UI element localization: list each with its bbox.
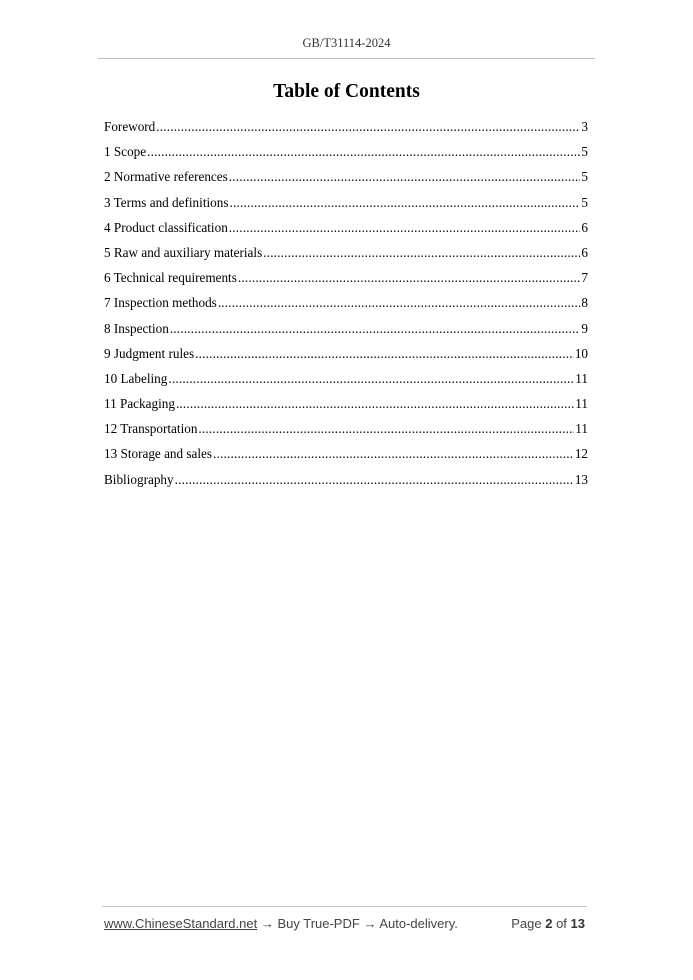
toc-entry-page: 13 bbox=[574, 471, 588, 487]
table-of-contents bbox=[104, 117, 588, 495]
current-page-number: 2 bbox=[545, 916, 553, 931]
toc-entry-page: 3 bbox=[581, 119, 588, 134]
footer-promo bbox=[104, 916, 458, 931]
toc-dot-leader bbox=[218, 293, 581, 313]
toc-dot-leader bbox=[156, 117, 580, 137]
toc-entry-label: 3 Terms and definitions bbox=[104, 194, 229, 210]
toc-entry-page: 12 bbox=[574, 446, 588, 462]
toc-entry-page: 6 bbox=[581, 244, 588, 260]
toc-entry[interactable] bbox=[104, 319, 588, 344]
toc-entry-page: 11 bbox=[575, 396, 588, 412]
toc-entry-label: 13 Storage and sales bbox=[104, 446, 213, 462]
toc-entry[interactable] bbox=[104, 470, 588, 495]
arrow-right-icon: → bbox=[260, 916, 274, 931]
toc-entry[interactable] bbox=[104, 193, 588, 218]
toc-entry-label: Foreword bbox=[104, 119, 156, 134]
toc-entry-label: 7 Inspection methods bbox=[104, 295, 217, 311]
toc-entry-label: 4 Product classification bbox=[104, 219, 228, 235]
page-word: Page bbox=[511, 916, 542, 931]
toc-entry[interactable] bbox=[104, 142, 588, 167]
document-header: GB/T31114-2024 bbox=[302, 36, 391, 50]
footer-divider bbox=[102, 906, 587, 907]
buy-true-pdf-text: Buy True-PDF bbox=[277, 916, 360, 931]
toc-entry-page: 7 bbox=[581, 270, 588, 286]
toc-dot-leader bbox=[229, 193, 580, 213]
site-link[interactable]: www.ChineseStandard.net bbox=[104, 916, 258, 931]
toc-dot-leader bbox=[170, 319, 581, 339]
toc-entry-label: Bibliography bbox=[104, 471, 174, 487]
header-divider bbox=[98, 58, 595, 59]
toc-entry[interactable] bbox=[104, 394, 588, 419]
total-pages-number: 13 bbox=[570, 916, 585, 931]
toc-entry-page: 9 bbox=[581, 320, 588, 336]
toc-dot-leader bbox=[229, 218, 581, 238]
toc-entry[interactable] bbox=[104, 344, 588, 369]
toc-dot-leader bbox=[195, 344, 574, 364]
toc-dot-leader bbox=[263, 243, 580, 263]
toc-entry-label: 1 Scope bbox=[104, 144, 147, 160]
toc-entry-page: 11 bbox=[575, 421, 588, 437]
toc-entry-page: 5 bbox=[581, 194, 588, 210]
toc-entry[interactable] bbox=[104, 218, 588, 243]
auto-delivery-text: Auto-delivery. bbox=[379, 916, 458, 931]
toc-entry-label: 6 Technical requirements bbox=[104, 270, 237, 286]
toc-entry-page: 11 bbox=[575, 370, 588, 386]
toc-entry-page: 6 bbox=[581, 219, 588, 235]
toc-entry-label: 12 Transportation bbox=[104, 421, 198, 437]
page-indicator bbox=[511, 916, 585, 931]
toc-dot-leader bbox=[213, 444, 574, 464]
toc-entry[interactable] bbox=[104, 117, 588, 142]
toc-entry-label: 9 Judgment rules bbox=[104, 345, 195, 361]
toc-entry[interactable] bbox=[104, 293, 588, 318]
of-word: of bbox=[556, 916, 567, 931]
toc-entry[interactable] bbox=[104, 444, 588, 469]
toc-entry[interactable] bbox=[104, 167, 588, 192]
toc-dot-leader bbox=[147, 142, 580, 162]
toc-entry-page: 5 bbox=[581, 144, 588, 160]
toc-entry[interactable] bbox=[104, 268, 588, 293]
toc-dot-leader bbox=[168, 369, 574, 389]
toc-entry-page: 10 bbox=[574, 345, 588, 361]
toc-entry-label: 2 Normative references bbox=[104, 169, 228, 185]
toc-dot-leader bbox=[175, 470, 574, 490]
toc-entry[interactable] bbox=[104, 419, 588, 444]
toc-dot-leader bbox=[238, 268, 581, 288]
toc-entry-label: 10 Labeling bbox=[104, 370, 168, 386]
toc-entry[interactable] bbox=[104, 243, 588, 268]
toc-entry-page: 8 bbox=[581, 295, 588, 311]
toc-entry[interactable] bbox=[104, 369, 588, 394]
toc-title: Table of Contents bbox=[273, 81, 420, 102]
toc-entry-label: 5 Raw and auxiliary materials bbox=[104, 244, 263, 260]
toc-dot-leader bbox=[229, 167, 581, 187]
toc-entry-page: 5 bbox=[581, 169, 588, 185]
toc-dot-leader bbox=[198, 419, 574, 439]
toc-entry-label: 11 Packaging bbox=[104, 396, 175, 412]
toc-dot-leader bbox=[176, 394, 574, 414]
arrow-right-icon: → bbox=[363, 916, 377, 931]
toc-entry-label: 8 Inspection bbox=[104, 320, 169, 336]
